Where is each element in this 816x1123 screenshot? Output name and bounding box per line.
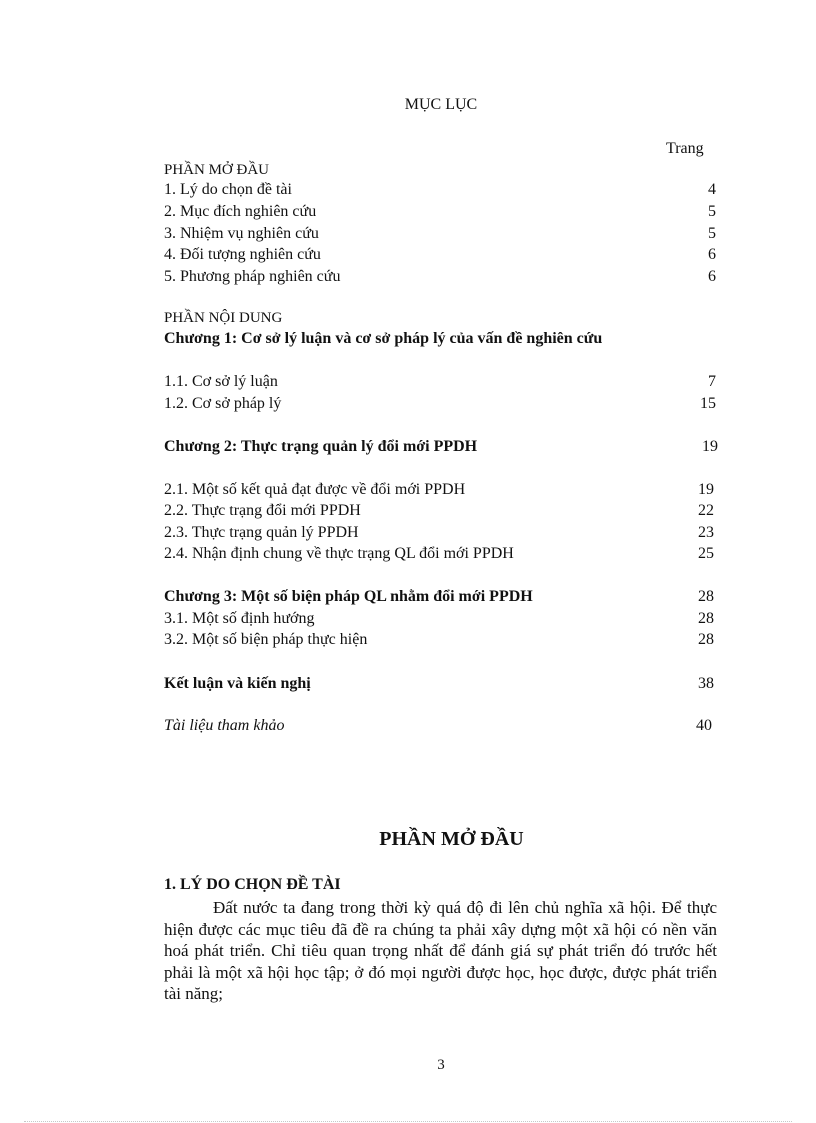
toc-conclusion-label: Kết luận và kiến nghị [164, 675, 311, 692]
toc-item-label: 5. Phương pháp nghiên cứu [164, 268, 341, 285]
toc-chapter-3 [164, 588, 718, 608]
toc-item [164, 524, 718, 544]
toc-item-label: 2. Mục đích nghiên cứu [164, 203, 317, 220]
toc-chapter-2-title: Chương 2: Thực trạng quản lý đổi mới PPDH [164, 438, 478, 455]
toc-item-label: 1. Lý do chọn đề tài [164, 181, 292, 198]
part-heading: PHẦN MỞ ĐẦU [379, 828, 524, 850]
toc-chapter-3-page: 28 [698, 588, 714, 605]
toc-item [164, 610, 718, 630]
toc-item [164, 481, 718, 501]
toc-item [164, 181, 718, 201]
toc-item-page: 22 [698, 502, 714, 519]
body-paragraph: Đất nước ta đang trong thời kỳ quá độ đi lên chủ nghĩa xã hội. Để thực hiện được các mục tiêu đã đề ra chúng ta phải xây dựng một xã hội có nền văn hoá phát triển. Chỉ tiêu quan trọng nhất để đánh giá sự phát triển đó trước hết phải là một xã hội học tập; ở đó mọi người được học, học được, được phát triển tài năng; [164, 898, 717, 1004]
toc-item-label: 2.4. Nhận định chung về thực trạng QL đổi mới PPDH [164, 545, 514, 562]
toc-item [164, 395, 718, 415]
toc-references [164, 717, 718, 737]
toc-item-page: 15 [700, 395, 716, 412]
toc-references-page: 40 [696, 717, 712, 734]
page-column-header: Trang [666, 140, 704, 157]
toc-item-page: 5 [708, 203, 716, 220]
toc-item-page: 28 [698, 631, 714, 648]
toc-chapter-2 [164, 438, 718, 458]
toc-part-intro-title: PHẦN MỞ ĐẦU [164, 162, 270, 178]
toc-item [164, 373, 718, 393]
toc-conclusion-page: 38 [698, 675, 714, 692]
toc-item-label: 2.1. Một số kết quả đạt được về đổi mới PPDH [164, 481, 466, 498]
toc-item-page: 23 [698, 524, 714, 541]
toc-item-label: 3. Nhiệm vụ nghiên cứu [164, 225, 319, 242]
toc-item-page: 4 [708, 181, 716, 198]
toc-item-label: 1.2. Cơ sở pháp lý [164, 395, 282, 412]
toc-item [164, 268, 718, 288]
toc-item-label: 2.2. Thực trạng đổi mới PPDH [164, 502, 361, 519]
toc-conclusion [164, 675, 718, 695]
toc-item [164, 502, 718, 522]
toc-item-label: 2.3. Thực trạng quản lý PPDH [164, 524, 359, 541]
toc-item-page: 25 [698, 545, 714, 562]
toc-item-page: 7 [708, 373, 716, 390]
page-number: 3 [437, 1057, 445, 1073]
toc-item-page: 19 [698, 481, 714, 498]
toc-item-label: 3.2. Một số biện pháp thực hiện [164, 631, 368, 648]
toc-item [164, 203, 718, 223]
toc-chapter-1-title: Chương 1: Cơ sở lý luận và cơ sở pháp lý của vấn đề nghiên cứu [164, 330, 603, 347]
toc-item-page: 6 [708, 268, 716, 285]
toc-item [164, 246, 718, 266]
toc-title: MỤC LỤC [404, 96, 478, 113]
toc-part-content-title: PHẦN NỘI DUNG [164, 310, 283, 326]
toc-chapter-3-title: Chương 3: Một số biện pháp QL nhằm đổi mới PPDH [164, 588, 533, 605]
toc-item-page: 28 [698, 610, 714, 627]
toc-item [164, 225, 718, 245]
toc-item-page: 6 [708, 246, 716, 263]
toc-item-label: 3.1. Một số định hướng [164, 610, 315, 627]
toc-item [164, 631, 718, 651]
toc-chapter-2-page: 19 [702, 438, 718, 455]
section-title: 1. LÝ DO CHỌN ĐỀ TÀI [164, 876, 341, 893]
toc-item-page: 5 [708, 225, 716, 242]
toc-item-label: 4. Đối tượng nghiên cứu [164, 246, 321, 263]
page-edge-divider [24, 1121, 792, 1122]
toc-item-label: 1.1. Cơ sở lý luận [164, 373, 278, 390]
toc-references-label: Tài liệu tham khảo [164, 717, 285, 734]
toc-item [164, 545, 718, 565]
